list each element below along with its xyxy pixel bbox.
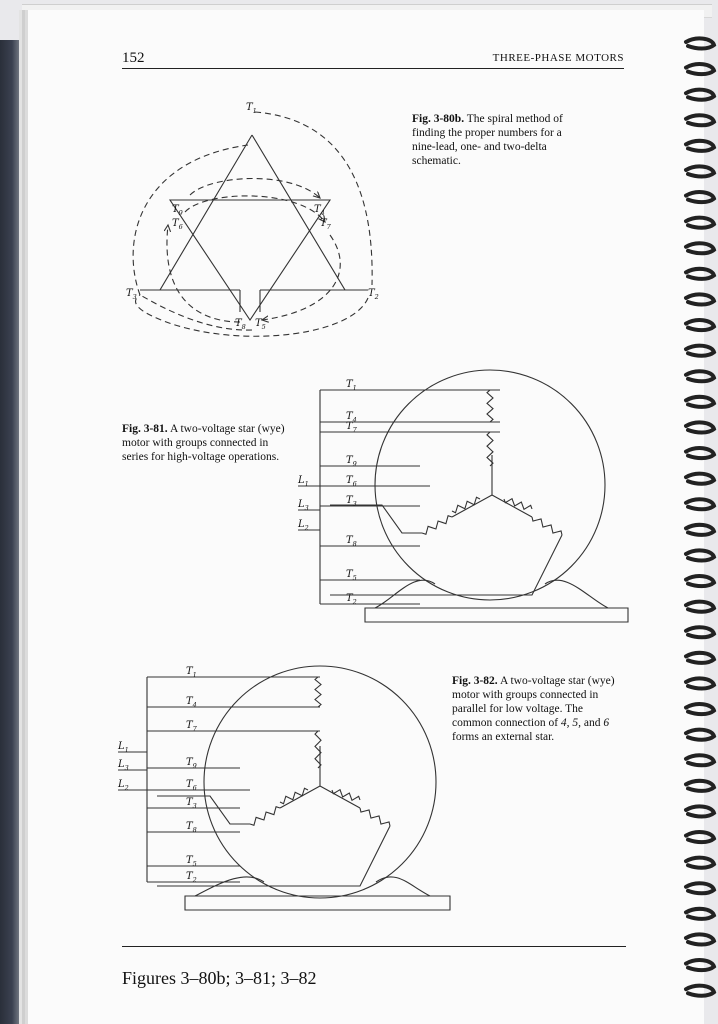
fig-3-82-text-pre: A two-voltage star (wye) motor with groups connected in parallel for low voltage. The common connection of — [452, 675, 615, 729]
running-title: THREE-PHASE MOTORS — [492, 52, 624, 64]
fig-3-82-diagram — [117, 666, 450, 910]
label-t2: $T_2$ — [368, 288, 379, 301]
fig-3-81-text: A two-voltage star (wye) motor with groups connected in series for high-voltage operations. — [122, 423, 285, 463]
fig-3-80b-label: Fig. 3-80b. — [412, 113, 465, 125]
lead-label-t4: $T_4$ — [346, 411, 357, 424]
lead-label-t9: $T_9$ — [186, 757, 197, 770]
supply-label-l1: $L_1$ — [298, 475, 309, 488]
label-t7: $T_7$ — [320, 218, 331, 231]
winding-coil — [422, 516, 452, 535]
supply-label-l1: $L_1$ — [118, 741, 129, 754]
lead-label-t6: $T_6$ — [186, 779, 197, 792]
label-t4: $T_4$ — [314, 204, 325, 217]
lead-label-t8: $T_8$ — [346, 535, 357, 548]
lead-label-t1: $T_1$ — [186, 666, 197, 679]
label-t9: $T_9$ — [172, 204, 183, 217]
star-point — [452, 455, 532, 517]
supply-label-l2: $L_2$ — [118, 779, 129, 792]
winding-coil — [532, 517, 562, 535]
lead-label-t1: $T_1$ — [346, 379, 357, 392]
fig-3-82-text-italic2: 6 — [603, 717, 610, 729]
winding-coil — [452, 497, 480, 513]
motor-housing — [375, 370, 605, 600]
lead-label-t7: $T_7$ — [186, 720, 197, 733]
fig-3-82-text-italic: 4, 5, — [560, 717, 582, 729]
winding-coil — [360, 808, 390, 826]
winding-coil — [250, 807, 280, 826]
label-t1: $T_1$ — [246, 102, 257, 115]
lead-label-t2: $T_2$ — [346, 593, 357, 606]
footer-rule — [122, 946, 626, 947]
fig-3-81-label: Fig. 3-81. — [122, 423, 168, 435]
lead-label-t3: $T_3$ — [346, 495, 357, 508]
supply-label-l2: $L_2$ — [298, 519, 309, 532]
lead-label-t3: $T_3$ — [186, 797, 197, 810]
fig-3-80b-text: The spiral method of finding the proper numbers for a nine-lead, one- and two-delta schematic. — [412, 113, 563, 167]
label-t6: $T_6$ — [172, 218, 183, 231]
star-point — [280, 746, 360, 808]
label-t5: $T_5$ — [255, 318, 266, 331]
lead-label-t8: $T_8$ — [186, 821, 197, 834]
supply-label-l3: $L_3$ — [118, 759, 129, 772]
fig-3-82-text-mid: and — [581, 717, 604, 729]
lead-label-t7: $T_7$ — [346, 421, 357, 434]
winding-coil — [315, 677, 321, 707]
label-t8: $T_8$ — [235, 318, 246, 331]
winding-coil — [487, 390, 493, 422]
lead-label-t5: $T_5$ — [186, 855, 197, 868]
winding-coil — [280, 788, 308, 804]
lead-label-t2: $T_2$ — [186, 871, 197, 884]
page-number: 152 — [122, 50, 145, 66]
lead-label-t5: $T_5$ — [346, 569, 357, 582]
label-t3: $T_3$ — [126, 288, 137, 301]
lead-label-t9: $T_9$ — [346, 455, 357, 468]
supply-label-l3: $L_3$ — [298, 499, 309, 512]
fig-3-82-text-post: forms an external star. — [452, 731, 555, 743]
motor-base — [365, 608, 628, 622]
fig-3-82-label: Fig. 3-82. — [452, 675, 498, 687]
footer-caption: Figures 3–80b; 3–81; 3–82 — [122, 968, 317, 988]
fig-3-81-diagram — [297, 370, 628, 622]
lead-label-t6: $T_6$ — [346, 475, 357, 488]
lead-label-t4: $T_4$ — [186, 696, 197, 709]
